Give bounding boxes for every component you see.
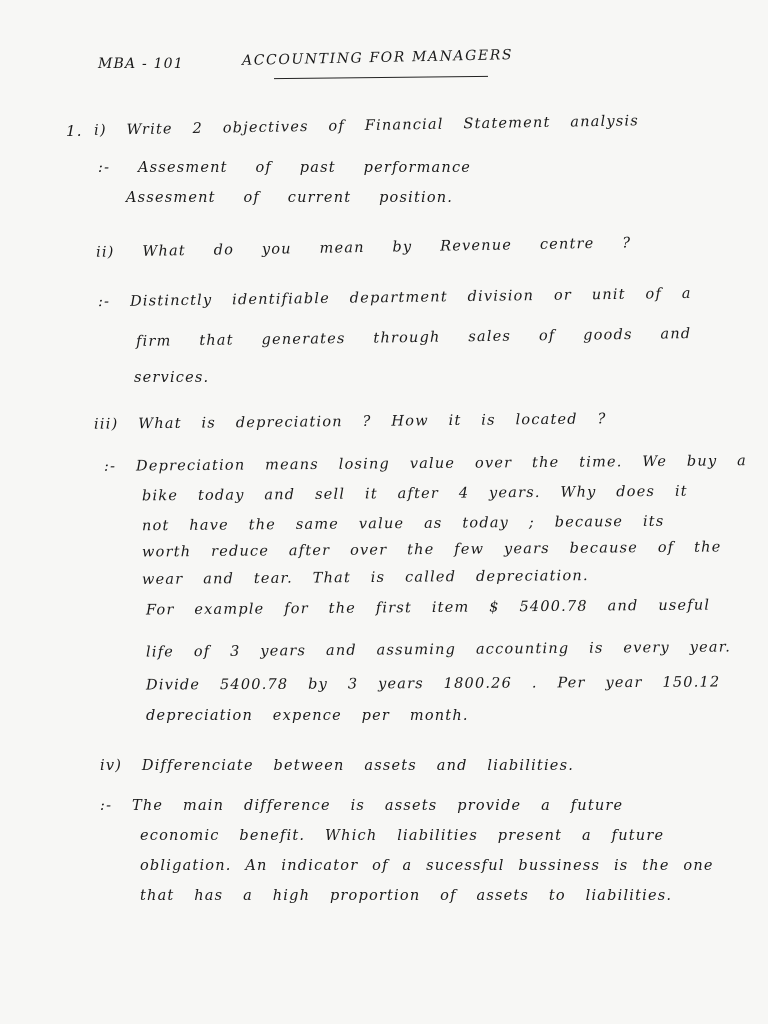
answer-1-ii-line-2: firm that generates through sales of goods and (135, 326, 692, 350)
answer-1-iii-line-6: For example for the first item $ 5400.78 and useful (145, 597, 711, 619)
answer-1-iv-line-3: obligation. An indicator of a sucessful bussiness is the one (140, 858, 714, 874)
course-code: MBA - 101 (98, 56, 184, 72)
answer-1-iii-line-3: not have the same value as today ; because its (141, 513, 665, 535)
question-1-iii: iii) What is depreciation ? How it is located ? (93, 411, 607, 433)
answer-1-iii-line-1: :- Depreciation means losing value over the time. We buy a (103, 453, 748, 475)
answer-1-i-line-1: :- Assesment of past performance (98, 160, 472, 176)
page-title: ACCOUNTING FOR MANAGERS (241, 47, 514, 69)
answer-1-iii-line-2: bike today and sell it after 4 years. Why does it (141, 483, 688, 505)
answer-1-iv-line-4: that has a high proportion of assets to liabilities. (140, 888, 673, 904)
answer-1-iv-line-1: :- The main difference is assets provide a future (100, 798, 624, 814)
question-number: 1. (66, 122, 83, 140)
question-1-iv: iv) Differenciate between assets and liabilities. (100, 758, 575, 774)
answer-1-ii-line-1: :- Distinctly identifiable department division or unit of a (97, 285, 692, 311)
title-underline (274, 76, 488, 79)
answer-1-iii-line-4: worth reduce after over the few years because of the (141, 539, 722, 561)
answer-1-iii-line-8: Divide 5400.78 by 3 years 1800.26 . Per year 150.12 (145, 674, 721, 694)
answer-1-iv-line-2: economic benefit. Which liabilities present a future (140, 828, 665, 844)
question-1-ii: ii) What do you mean by Revenue centre ? (95, 235, 632, 261)
answer-1-iii-line-9: depreciation expence per month. (146, 708, 469, 724)
answer-1-i-line-2: Assesment of current position. (126, 190, 454, 206)
answer-1-iii-line-5: wear and tear. That is called depreciation. (141, 568, 589, 588)
answer-1-iii-line-7: life of 3 years and assuming accounting is every year. (145, 639, 732, 661)
question-1-i: i) Write 2 objectives of Financial Statement analysis (93, 113, 640, 139)
answer-1-ii-line-3: services. (134, 370, 210, 386)
